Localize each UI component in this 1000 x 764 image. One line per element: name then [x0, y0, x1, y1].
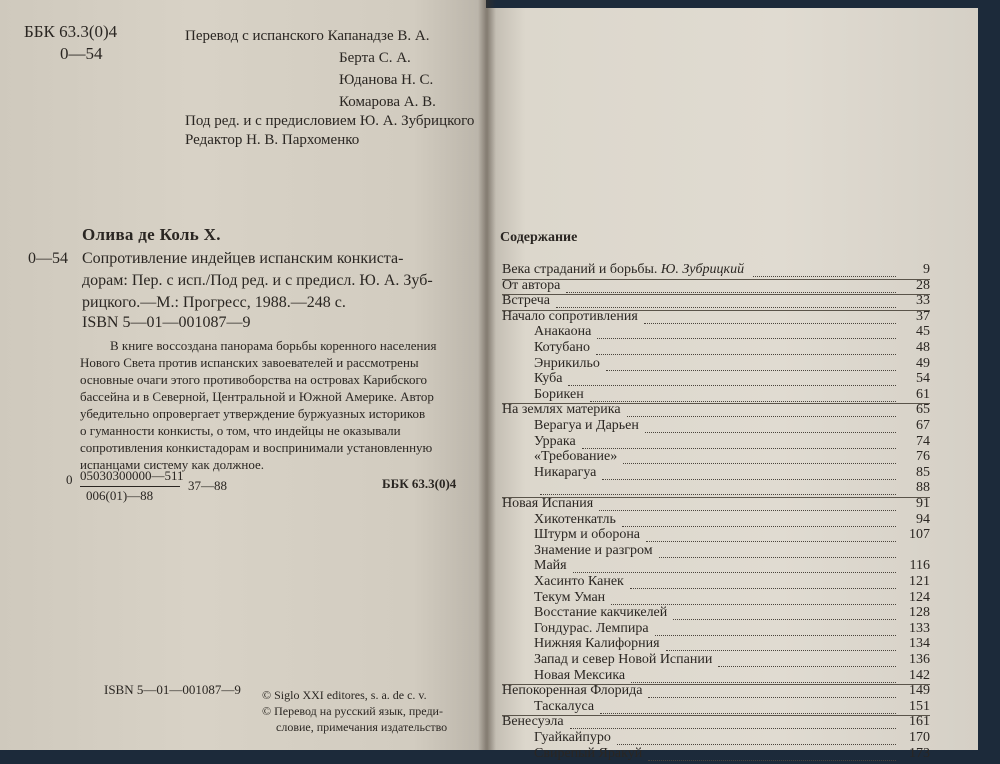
toc-leader-dots	[648, 759, 896, 761]
toc-entry-title: Котубано	[534, 340, 591, 355]
toc-entry-page: 88	[916, 480, 930, 496]
fraction-bar	[80, 486, 180, 487]
code-prefix: 0	[66, 472, 73, 487]
credit-editor-preface: Под ред. и с предисловием Ю. А. Зубрицкого	[185, 113, 475, 129]
toc-entry-title: Века страданий и борьбы. Ю. Зубрицкий	[502, 262, 745, 277]
toc-entry-title: Запад и север Новой Испании	[534, 652, 713, 667]
toc-entry-page: 33	[916, 293, 930, 309]
annotation-line-6: о гуманности конкисты, о том, что индейцы не оказывали	[80, 423, 401, 438]
toc-entry-page: 9	[923, 262, 930, 277]
toc-entry-title: «Требование»	[534, 449, 618, 465]
toc-entry-page: 45	[916, 324, 930, 340]
toc-entry-page: 91	[916, 496, 930, 511]
credit-translator-3: Юданова Н. С.	[339, 72, 434, 88]
toc-entry-author: Ю. Зубрицкий	[660, 262, 745, 277]
toc-entry-page: 142	[909, 667, 930, 683]
toc-entry-title: Хасинто Канек	[534, 574, 624, 589]
annotation-line-8: испанцами систему как должное.	[80, 457, 264, 472]
toc-entry-page: 85	[916, 464, 930, 480]
toc-entry-page: 124	[909, 589, 930, 605]
toc-entry-title: Гондурас. Лемпира	[534, 620, 649, 636]
toc-entry-page: 94	[916, 511, 930, 527]
code-denominator: 006(01)—88	[86, 488, 154, 503]
annotation-line-1: В книге воссоздана панорама борьбы коренного населения	[110, 338, 437, 353]
toc-entry-title: Венесуэла	[502, 714, 564, 730]
toc-entry-page: 121	[909, 574, 930, 589]
annotation-line-3: основные очаги этого противоборства на островах Карибского	[80, 372, 427, 387]
toc-entry	[502, 746, 930, 764]
toc-title: Содержание	[500, 230, 578, 245]
toc-entry-title: От автора	[502, 277, 561, 293]
table-of-contents	[502, 262, 930, 761]
toc-entry-title: Нижняя Калифорния	[534, 636, 660, 652]
left-page	[0, 0, 486, 750]
toc-entry-page: 74	[916, 433, 930, 449]
biblio-line-2: дорам: Пер. с исп./Под ред. и с предисл. Ю. А. Зуб-	[82, 272, 433, 289]
toc-entry-page: 49	[916, 355, 930, 371]
toc-entry-page: 134	[909, 636, 930, 652]
annotation-line-7: сопротивления конкистадорам и воспринимали установленную	[80, 440, 433, 455]
isbn-bottom: ISBN 5—01—001087—9	[104, 682, 241, 697]
toc-entry-page: 161	[909, 714, 930, 730]
toc-entry-title: Новая Испания	[502, 496, 594, 511]
toc-entry-page: 173	[909, 745, 930, 761]
toc-entry-page: 149	[909, 683, 930, 699]
toc-entry-page: 128	[909, 605, 930, 621]
toc-entry-page: 28	[916, 277, 930, 293]
toc-entry-title: Гуайкайпуро	[534, 730, 611, 745]
toc-entry-title: Начало сопротивления	[502, 308, 638, 324]
toc-entry-title: Штурм и оборона	[534, 527, 641, 543]
credit-translators: Перевод с испанского Капанадзе В. А.	[185, 28, 430, 44]
toc-entry-title: Куба	[534, 371, 563, 387]
toc-entry-page: 37	[916, 308, 930, 324]
toc-entry-title: Восстание какчикелей	[534, 605, 668, 621]
toc-entry-title: Знамение и разгром	[534, 542, 653, 558]
toc-entry-title: Новая Мексика	[534, 667, 626, 683]
credit-editor: Редактор Н. В. Пархоменко	[185, 132, 360, 148]
code-suffix: 37—88	[188, 478, 227, 493]
credit-translator-2: Берта С. А.	[339, 50, 411, 66]
toc-entry-title: Таскалуса	[534, 698, 595, 714]
credit-translator-4: Комарова А. В.	[339, 94, 436, 110]
toc-entry-page: 170	[909, 730, 930, 745]
toc-entry-page: 107	[909, 527, 930, 543]
book-author: Олива де Коль Х.	[82, 225, 221, 244]
toc-entry-title: Непокоренная Флорида	[502, 683, 643, 699]
toc-entry-page: 116	[909, 558, 930, 574]
toc-entry-page: 54	[916, 371, 930, 387]
toc-entry-page: 65	[916, 402, 930, 418]
book-gutter	[478, 0, 496, 750]
toc-entry-title: Уррака	[534, 433, 576, 449]
annotation-line-4: бассейна и в Северной, Центральной и Южной Америке. Автор	[80, 389, 434, 404]
copyright-line-2: © Перевод на русский язык, преди-	[262, 704, 443, 718]
toc-entry-page: 133	[909, 620, 930, 636]
copyright-line-3: словие, примечания издательство	[276, 720, 448, 734]
toc-entry-title: Свирепый Яракуй	[534, 745, 643, 761]
annotation-line-5: убедительно опровергает утверждение буржуазных историков	[80, 406, 426, 421]
biblio-line-3: рицкого.—М.: Прогресс, 1988.—248 с.	[82, 294, 346, 311]
toc-entry-title: Борикен	[534, 386, 584, 402]
toc-entry-page: 151	[909, 698, 930, 714]
catalog-code-top: 0—54	[60, 44, 103, 63]
toc-entry-title: Майя	[534, 558, 567, 574]
toc-entry-title: Анакаона	[534, 324, 592, 340]
toc-entry-page: 76	[916, 449, 930, 465]
toc-entry-title: На землях материка	[502, 402, 621, 418]
annotation-line-2: Нового Света против испанских завоевателей и рассмотрены	[80, 355, 419, 370]
toc-entry-page: 61	[916, 386, 930, 402]
toc-entry-title: Верагуа и Дарьен	[534, 418, 639, 433]
toc-entry-page: 48	[916, 340, 930, 355]
toc-entry-page: 67	[916, 418, 930, 433]
copyright-line-1: © Siglo XXI editores, s. a. de c. v.	[262, 688, 427, 702]
bbk-code-top: ББК 63.3(0)4	[24, 22, 118, 41]
toc-entry-page: 136	[909, 652, 930, 667]
toc-entry-title: Текум Уман	[534, 589, 606, 605]
code-numerator: 05030300000—511	[80, 468, 184, 483]
toc-entry-title: Хикотенкатль	[534, 511, 616, 527]
toc-entry-title: Энрикильо	[534, 355, 600, 371]
biblio-isbn: ISBN 5—01—001087—9	[82, 314, 251, 331]
catalog-code-side: 0—54	[28, 250, 68, 267]
toc-entry-title: Встреча	[502, 293, 550, 309]
biblio-line-1: Сопротивление индейцев испанским конкиста-	[82, 250, 404, 267]
toc-entry-title: Никарагуа	[534, 464, 597, 480]
bbk-code-bottom: ББК 63.3(0)4	[382, 476, 457, 491]
